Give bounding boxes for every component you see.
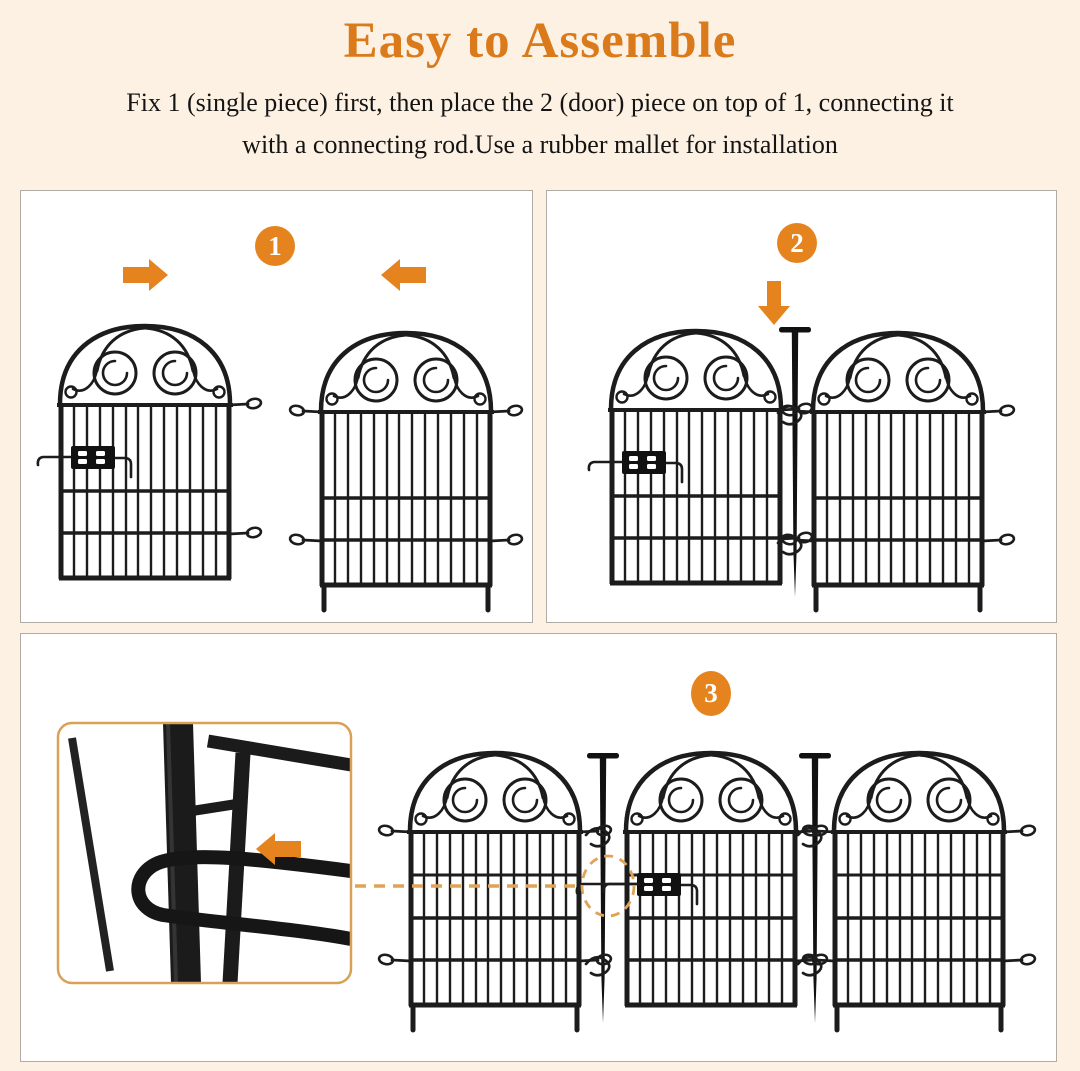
step3-badge: 3 (691, 671, 731, 716)
instructions-line-1: Fix 1 (single piece) first, then place the 2 (door) piece on top of 1, connecting it (126, 88, 954, 117)
connecting-rod (799, 753, 831, 1023)
step1-panel (20, 190, 533, 623)
fence-door-piece (589, 331, 813, 584)
page-title: Easy to Assemble (343, 13, 737, 69)
step3-diagram (21, 634, 1056, 1061)
fence-single-piece (289, 333, 523, 610)
fence-door-piece (604, 753, 828, 1006)
arrow-right-icon (123, 259, 168, 291)
fence-single-piece (781, 333, 1015, 610)
detail-inset (58, 723, 351, 983)
arrow-down-icon (758, 281, 790, 325)
arrow-left-icon (381, 259, 426, 291)
step3-panel (20, 633, 1057, 1062)
connecting-rod (779, 327, 811, 597)
step1-badge: 1 (255, 226, 295, 266)
fence-door-piece (38, 326, 262, 579)
step2-panel (546, 190, 1057, 623)
instructions-line-2: with a connecting rod.Use a rubber mallet for installation (242, 130, 838, 159)
fence-single-piece (802, 753, 1036, 1030)
step2-badge: 2 (777, 223, 817, 263)
